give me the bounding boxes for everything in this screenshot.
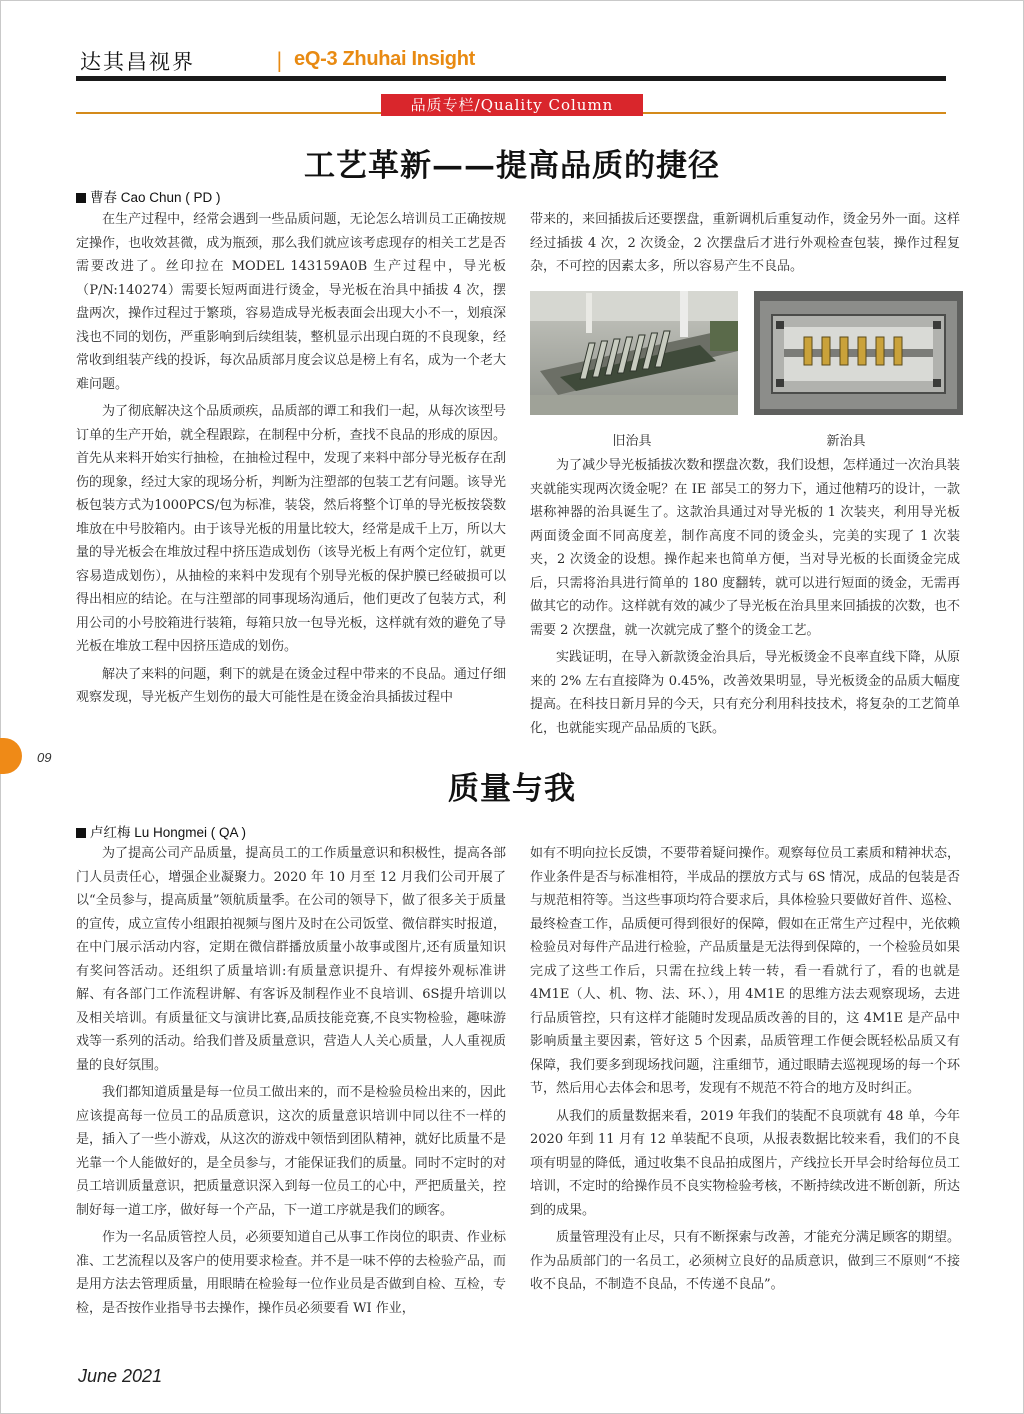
masthead [76, 42, 946, 78]
article1-left-column [76, 208, 506, 748]
article1-title: 工艺革新——提高品质的捷径 [304, 148, 720, 184]
new-fixture-photo [754, 291, 963, 415]
article1-paragraph: 在生产过程中，经常会遇到一些品质问题，无论怎么培训员工正确按规定操作，也收效甚微，成为瓶颈，那么我们就应该考虑现存的相关工艺是否需要改进了。丝印拉在 MODEL 143159A0B 生产过程中，导光板（P/N:140274）需要长短两面进行烫金，导光板在治具中插拔 4 次，摆盘两次，操作过程过于繁琐，容易造成导光板表面会出现大小不一，划痕深浅也不同的划伤，严重影响到后续组装，整机显示出现白斑的不良现象，经常收到组装产线的投诉，每次品质部月度会议总是榜上有名，成为一个老大难问题。 [76, 212, 506, 392]
issue-date: June 2021 [78, 1366, 163, 1386]
article2-paragraph: 作为一名品质管控人员，必须要知道自己从事工作岗位的职责、作业标准、工艺流程以及客户的使用要求检查。并不是一味不停的去检验产品，而是用方法去管理质量，用眼睛在检验每一位作业员是否做到自检、互检，专检，是否按作业指导书去操作，操作员必须要看 WI 作业， [76, 1230, 506, 1316]
article1-paragraph-continued: 带来的，来回插拔后还要摆盘，重新调机后重复动作，烫金另外一面。这样经过插拔 4 次，2 次烫金，2 次摆盘后才进行外观检查包装，操作过程复杂，不可控的因素太多，所以容易产生不良品。 [530, 212, 960, 274]
article1-paragraph: 为了彻底解决这个品质顽疾，品质部的谭工和我们一起，从每次该型号订单的生产开始，就全程跟踪，在制程中分析，查找不良品的形成的原因。首先从来料开始实行抽检，在抽检过程中，发现了来料中部分导光板存在刮伤的现象，经过大家的现场分析，判断为注塑部的包装工艺有问题。该导光板包装方式为1000PCS/包为标准，装袋，然后将整个订单的导光板按袋数堆放在中号胶箱内。由于该导光板的用量比较大，经常是成千上万，所以大量的导光板会在堆放过程中挤压造成划伤（该导光板上有两个定位钉，就更容易造成划伤），从抽检的来料中发现有个别导光板的保护膜已经破损可以得出相应的结论。在与注塑部的同事现场沟通后，他们更改了包装方式，利用公司的小号胶箱进行装箱，每箱只放一包导光板，这样就有效的避免了导光板在堆放工程中因挤压造成的划伤。 [76, 404, 506, 654]
byline-square-icon [76, 828, 86, 838]
masthead-separator: | [276, 48, 283, 72]
article2-title: 质量与我 [448, 771, 576, 807]
magazine-title-zh: 达其昌视界 [80, 50, 195, 74]
old-fixture-caption: 旧治具 [612, 434, 652, 449]
article1-paragraph: 解决了来料的问题，剩下的就是在烫金过程中带来的不良品。通过仔细观察发现，导光板产生划伤的最大可能性是在烫金治具插拔过程中 [76, 666, 506, 705]
column-tag: 品质专栏/Quality Column [381, 94, 643, 116]
article1-byline [76, 186, 221, 206]
article1-right-top [530, 208, 960, 280]
article2-left-column [76, 842, 506, 1382]
article2-right-column [530, 842, 960, 1342]
article2-byline [76, 821, 246, 841]
old-fixture-photo [530, 291, 738, 415]
article2-paragraph: 从我们的质量数据来看，2019 年我们的装配不良项就有 48 单，今年 2020 年到 11 月有 12 单装配不良项，从报表数据比较来看，我们的不良项有明显的降低，通过收集不良品拍成图片，产线拉长开早会时给每位员工培训，不定时的给操作员不良实物检验考核，不断持续改进不断创新，所达到的成果。 [530, 1108, 960, 1218]
article1-paragraph: 为了减少导光板插拔次数和摆盘次数，我们设想，怎样通过一次治具装夹就能实现两次烫金呢？在 IE 部吴工的努力下，通过他精巧的设计，一款堪称神器的治具诞生了。这款治具通过对导光板的 1 次装夹，利用导光板两面烫金面不同高度差，制作高度不同的烫金头，完美的实现了 1 次装夹，2 次烫金的设想。操作起来也简单方便，当对导光板的长面烫金完成后，只需将治具进行简单的 180 度翻转，就可以进行短面的烫金，无需再做其它的动作。这样就有效的减少了导光板在治具里来回插拔的次数，也不需要 2 次摆盘，就一次就完成了整个的烫金工艺。 [530, 458, 960, 638]
article1-author: 曹春 Cao Chun ( PD ) [90, 190, 221, 205]
page-number: 09 [37, 750, 52, 765]
header-rule-thick [76, 76, 946, 81]
article2-paragraph-continued: 如有不明向拉长反馈，不要带着疑问操作。观察每位员工素质和精神状态，作业条件是否与标准相符，半成品的摆放方式与 6S 情况，成品的包装是否与规范相符等。当这些事项均符合要求后，具体检验只要做好首件、巡检、最终检查工作，品质便可得到很好的保障，假如在正常生产过程中，光依赖检验员对每件产品进行检验，产品质量是无法得到保障的，一个检验员如果完成了这些工作后，只需在拉线上转一转，看一看就行了，看的也就是 4M1E（人、机、物、法、环、），用 4M1E 的思维方法去观察现场，去进行品质管控，只有这样才能随时发现品质改善的目的，这 4M1E 是产品中影响质量主要因素，管好这 5 个因素，品质管理工作便会既轻松品质又有保障，我们要多到现场找问题，注重细节，通过眼睛去巡视现场的每一个环节，然后用心去体会和思考，发现有不规范不符合的地方及时纠正。 [530, 846, 960, 1096]
article2-paragraph: 为了提高公司产品质量，提高员工的工作质量意识和积极性，提高各部门人员责任心，增强企业凝聚力。2020 年 10 月至 12 月我们公司开展了以“全员参与，提高质量”领航质量季。在公司的领导下，做了很多关于质量的宣传，成立宣传小组跟拍视频与图片及时在公司饭堂、微信群实时报道，在中门展示活动内容，定期在微信群播放质量小故事或图片,还有质量知识有奖问答活动。还组织了质量培训:有质量意识提升、有焊接外观标准讲解、有各部门工作流程讲解、有客诉及制程作业不良培训、6S提升培训以及相关培训。有质量征文与演讲比赛,品质技能竞赛,不良实物检验，趣味游戏等一系列的活动。给我们普及质量意识，营造人人关心质量，人人重视质量的良好氛围。 [76, 846, 506, 1073]
magazine-title-en: eQ-3 Zhuhai Insight [294, 48, 475, 70]
article1-right-column [530, 454, 960, 754]
article1-paragraph: 实践证明，在导入新款烫金治具后，导光板烫金不良率直线下降，从原来的 2% 左右直接降为 0.45%，改善效果明显，导光板烫金的品质大幅度提高。在科技日新月异的今天，只有充分利用科技技术，将复杂的工艺简单化，也就能实现产品品质的飞跃。 [530, 650, 960, 736]
new-fixture-caption: 新治具 [826, 434, 866, 449]
byline-square-icon [76, 193, 86, 203]
article2-author: 卢红梅 Lu Hongmei ( QA ) [90, 825, 247, 840]
article2-paragraph: 我们都知道质量是每一位员工做出来的，而不是检验员检出来的，因此应该提高每一位员工的品质意识，这次的质量意识培训中同以往不一样的是，插入了一些小游戏，从这次的游戏中领悟到团队精神，就好比质量不是光靠一个人能做好的，是全员参与，才能保证我们的质量。同时不定时的对员工培训质量意识，把质量意识深入到每一位员工的心中，严把质量关，控制好每一道工序，做好每一个产品，下一道工序就是我们的顾客。 [76, 1085, 506, 1218]
article2-paragraph: 质量管理没有止尽，只有不断探索与改善，才能充分满足顾客的期望。作为品质部门的一名员工，必须树立良好的品质意识，做到三不原则“不接收不良品，不制造不良品，不传递不良品”。 [530, 1230, 960, 1292]
